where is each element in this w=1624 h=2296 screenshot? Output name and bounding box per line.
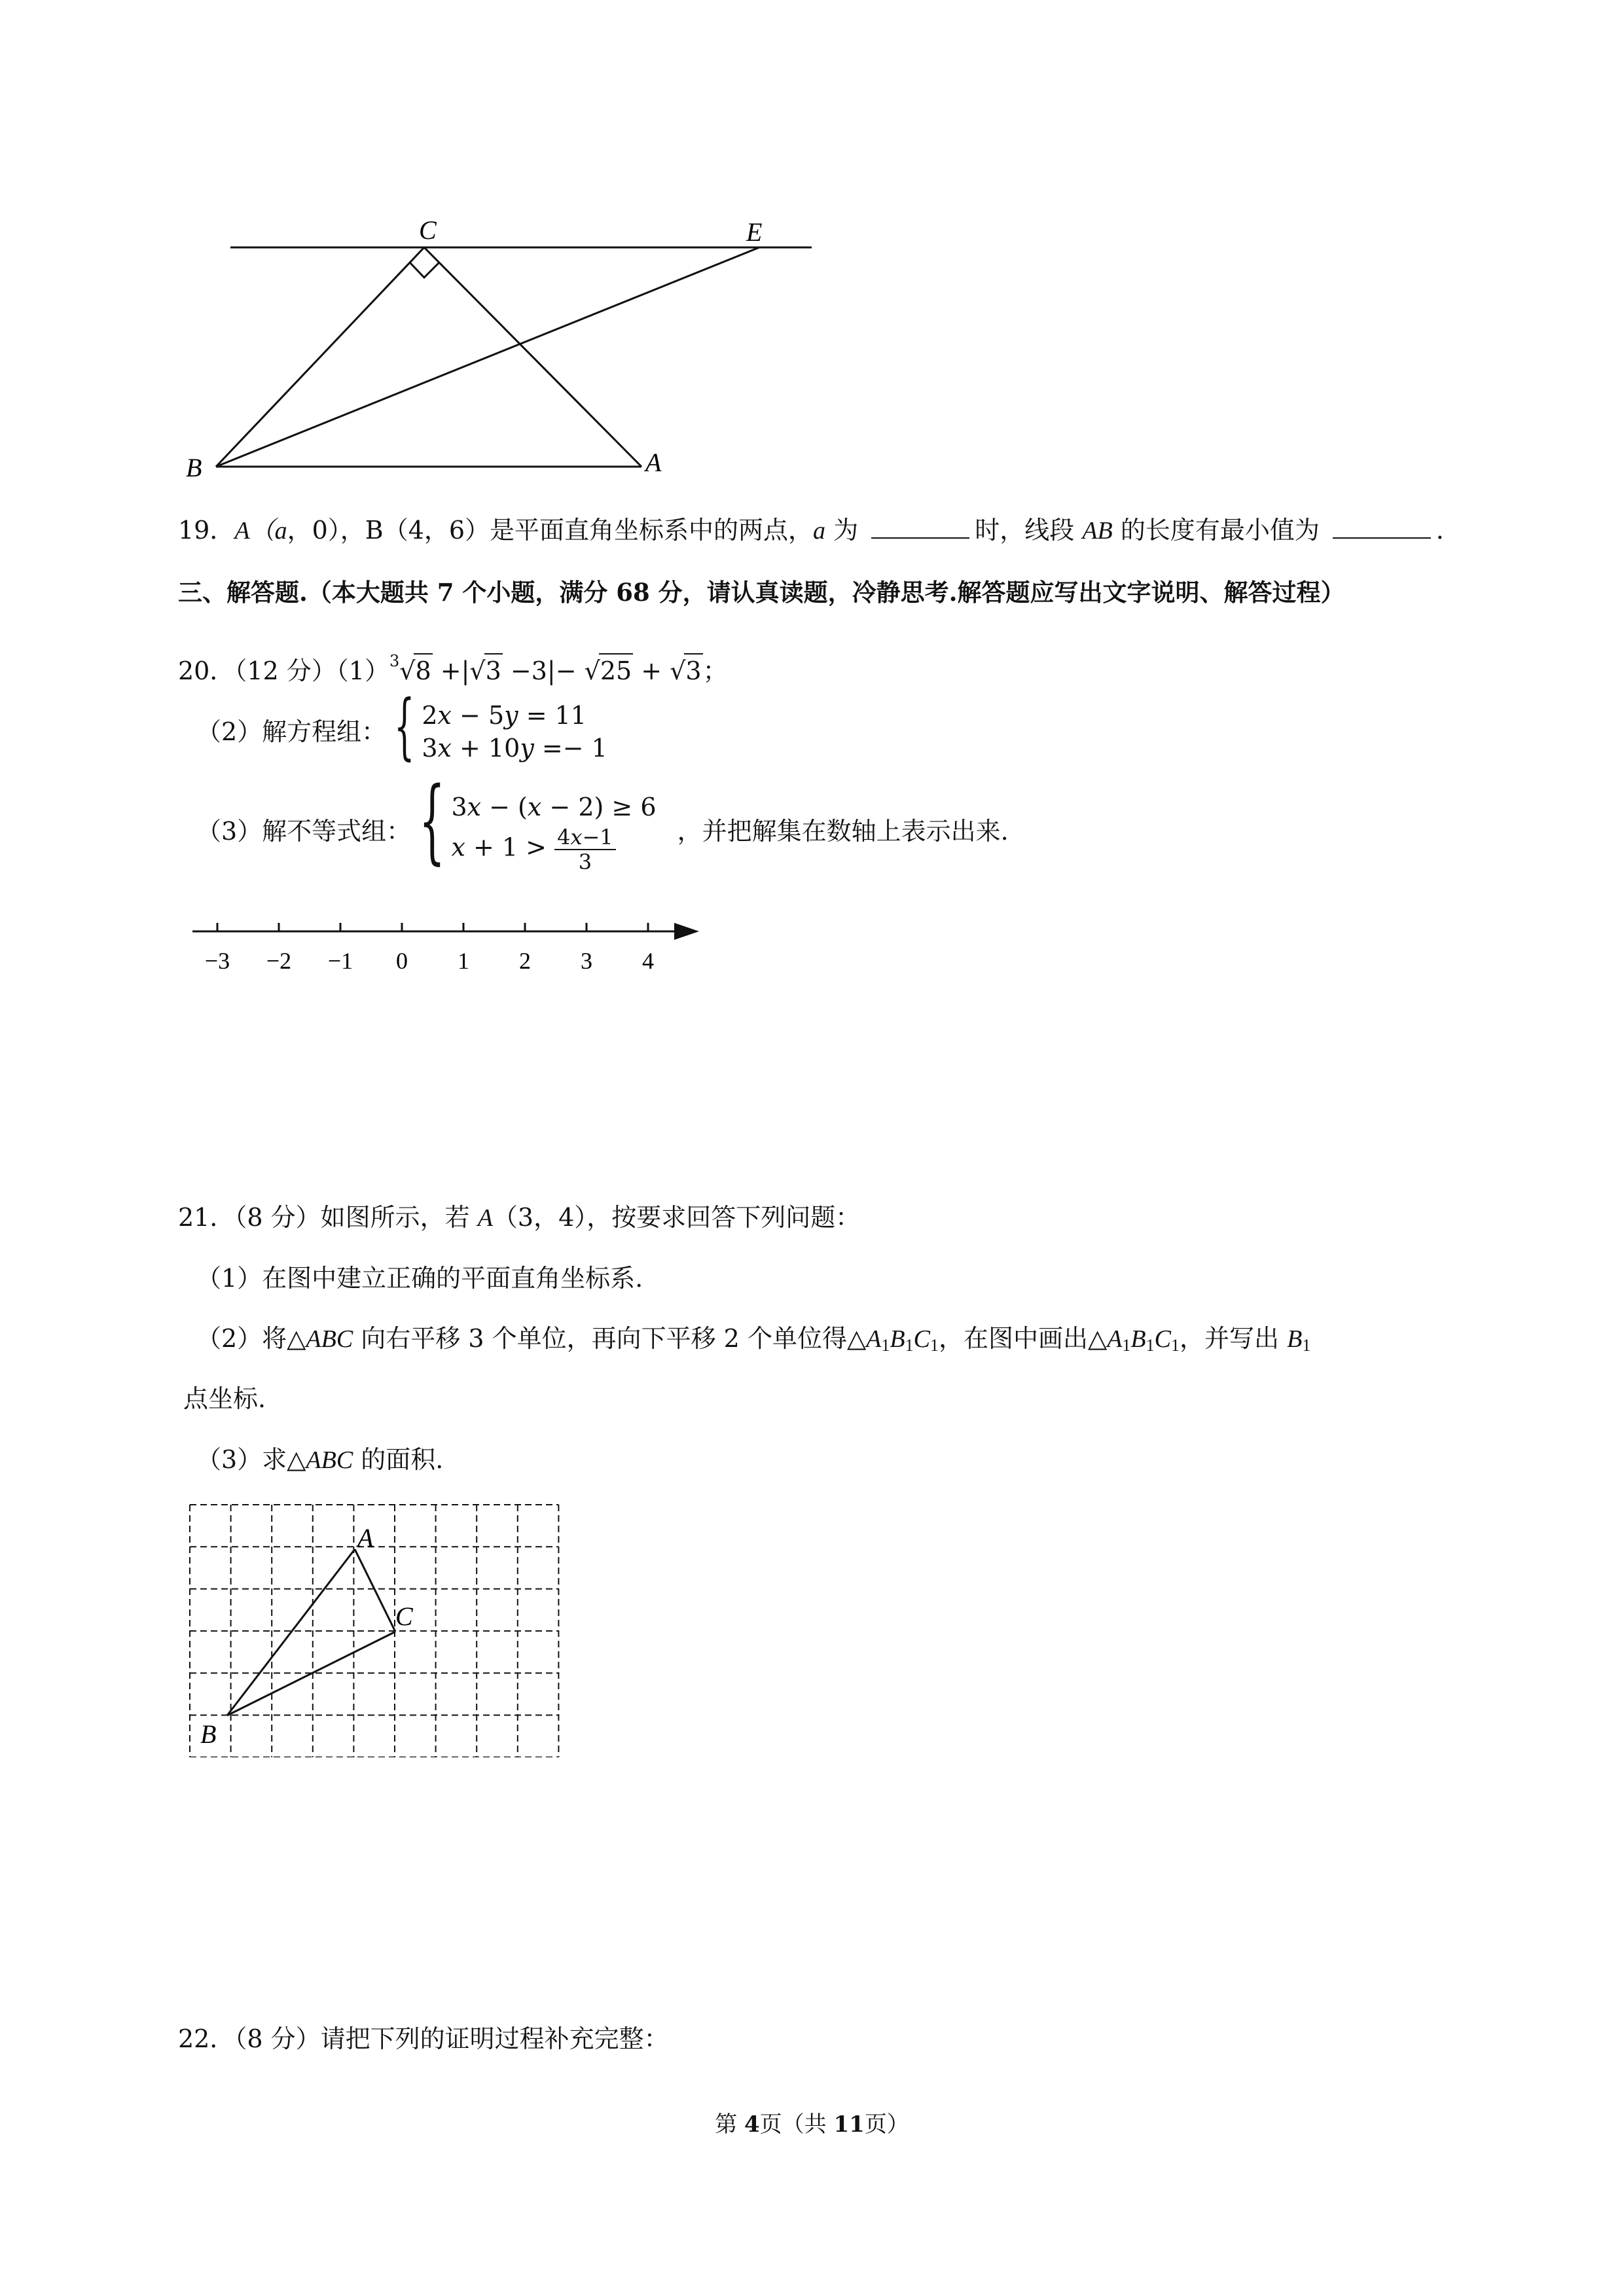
segment-ca: [424, 247, 641, 467]
equation-1: 2𝑥 − 5𝑦 = 11: [422, 701, 586, 730]
answer-blank-min[interactable]: [1333, 515, 1431, 539]
system-brace: {: [394, 684, 415, 768]
label-c: C: [419, 215, 437, 245]
page-footer: 第 4页（共 11页）: [715, 2111, 909, 2138]
question-21-part1: （1）在图中建立正确的平面直角坐标系.: [196, 1264, 643, 1293]
question-21-part2-cont: 点坐标.: [183, 1384, 266, 1413]
segment-bc: [216, 247, 424, 467]
number-line-label: 1: [458, 948, 469, 974]
label-b: B: [186, 453, 202, 482]
grid-label-a: A: [357, 1523, 374, 1552]
grid-label-c: C: [395, 1602, 413, 1631]
section-3-heading: 三、解答题.（本大题共 7 个小题，满分 68 分，请认真读题，冷静思考.解答题应写出文字说明、解答过程）: [178, 578, 1345, 607]
equation-2: 3𝑥 + 10𝑦 =− 1: [422, 734, 607, 762]
page-total: 11: [833, 2111, 865, 2138]
right-angle-mark: [410, 262, 439, 278]
inequality-brace: {: [419, 768, 446, 874]
segment-ab: [227, 1549, 355, 1715]
question-20-part3: （3）解不等式组： { 3𝑥 − (𝑥 − 2) ≥ 6 𝑥 + 1 > $\frac{\text{4𝑥−1}}{3}$ ，并把解集在数轴上表示出来.: [196, 768, 1009, 874]
segment-ac: [355, 1549, 395, 1632]
number-line-label: −2: [266, 948, 292, 974]
question-20-part1: 20．（12 分）$(1)^3√8 +|√3 -3|- √25 + √3$；: [178, 645, 728, 687]
question-20-part2: （2）解方程组： { 2𝑥 − 5𝑦 = 11 3𝑥 + 10𝑦 =− 1: [196, 684, 607, 768]
math-expression-1: $^3$√8 +|√3 −3|− √25 + √3: [389, 656, 703, 685]
number-line-label: 4: [642, 948, 654, 974]
question-19: 19．A（a，0），B（4，6）是平面直角坐标系中的两点，a 为 时，线段 AB 的长度有最小值为 ．: [178, 516, 1461, 545]
inequality-2: 𝑥 + 1 > $\frac{\text{4𝑥−1}}{3}$: [451, 825, 656, 874]
number-line[interactable]: [170, 903, 707, 995]
segment-be: [216, 247, 759, 467]
question-21: 21．（8 分）如图所示，若 A（3，4），按要求回答下列问题：: [178, 1203, 861, 1232]
question-21-part2: （2）将△ABC 向右平移 3 个单位，再向下平移 2 个单位得$\triangle A_1B_1C_1$，在图中画出$\triangle A_1B_1C_1$，并写出 $B_1$: [196, 1324, 1311, 1355]
number-line-label: −1: [327, 948, 353, 974]
number-line-label: 2: [519, 948, 531, 974]
question-21-part3: （3）求△ABC 的面积.: [196, 1445, 444, 1474]
number-line-label: −3: [204, 948, 230, 974]
answer-blank-a[interactable]: [871, 515, 969, 539]
figure-triangle-ce: [0, 0, 1624, 497]
number-line-label: 3: [581, 948, 592, 974]
grid-figure[interactable]: [177, 1496, 569, 1757]
grid-label-b: B: [200, 1719, 217, 1749]
arrow-right-icon: [674, 923, 699, 940]
inequality-1: 3𝑥 − (𝑥 − 2) ≥ 6: [451, 793, 657, 821]
number-line-label: 0: [396, 948, 408, 974]
label-a: A: [645, 448, 662, 477]
page-number: 4: [744, 2111, 760, 2138]
label-e: E: [746, 217, 763, 247]
question-22: 22．（8 分）请把下列的证明过程补充完整：: [178, 2024, 669, 2053]
